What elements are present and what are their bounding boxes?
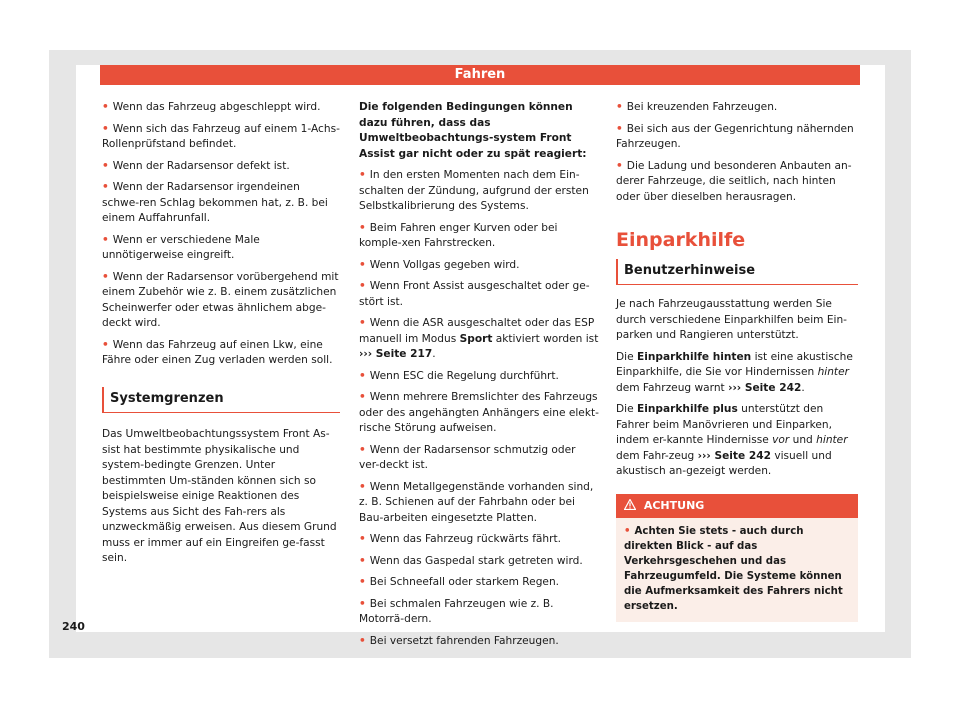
list-item: • Bei Schneefall oder starkem Regen. <box>359 575 599 591</box>
list-item: • Bei versetzt fahrenden Fahrzeugen. <box>359 634 599 650</box>
list-item: • Beim Fahren enger Kurven oder bei komple-xen Fahrstrecken. <box>359 221 599 252</box>
text-run: . <box>801 381 805 394</box>
text-run: Die <box>616 350 634 363</box>
list-item: • Wenn der Radarsensor vorübergehend mit einem Zubehör wie z. B. einem zusätzlichen Scheinwerfer oder etwas ähnlichem abge-deckt wird. <box>102 270 340 332</box>
text-run: Die <box>616 403 634 415</box>
page-reference-link[interactable]: ››› Seite 242 <box>728 381 802 394</box>
paragraph <box>616 402 858 480</box>
list-item: • Bei schmalen Fahrzeugen wie z. B. Motorrä-dern. <box>359 597 599 628</box>
paragraph: Je nach Fahrzeugausstattung werden Sie durch verschiedene Einparkhilfen beim Ein-parken und Rangieren unterstützt. <box>616 298 848 341</box>
list-item: • Wenn das Fahrzeug rückwärts fährt. <box>359 532 599 548</box>
text-run: dem Fahrzeug warnt <box>616 381 725 394</box>
page-reference-link[interactable]: ››› Seite 217 <box>359 348 433 360</box>
subheading-benutzerhinweise: Benutzerhinweise <box>616 259 858 286</box>
list-item: • Wenn der Radarsensor defekt ist. <box>102 159 340 175</box>
warning-text: • Achten Sie stets - auch durch direkten Blick - auf das Verkehrsgeschehen und das Fahrzeugumfeld. Die Systeme können die Aufmerksamkeit des Fahrers nicht ersetzen. <box>616 518 858 622</box>
list-item: • Wenn sich das Fahrzeug auf einem 1-Achs-Rollenprüfstand befindet. <box>102 122 340 153</box>
text-run: unterstützt den Fahrer beim Manövrieren und Einparken, indem er-kannte Hindernisse <box>616 403 832 446</box>
sport-mode-label: Sport <box>459 332 493 345</box>
section-title-einparkhilfe: Einparkhilfe <box>616 229 746 251</box>
list-item: • Wenn der Radarsensor schmutzig oder ver-deckt ist. <box>359 443 599 474</box>
asr-text-2: aktiviert worden ist <box>495 332 599 345</box>
list-item: • Bei kreuzenden Fahrzeugen. <box>616 100 858 116</box>
list-item: • Wenn er verschiedene Male unnötigerweise eingreift. <box>102 233 340 264</box>
paragraph <box>616 350 858 397</box>
list-item: • Wenn das Gaspedal stark getreten wird. <box>359 554 599 570</box>
column-3 <box>616 100 858 622</box>
list-item: • Wenn das Fahrzeug abgeschleppt wird. <box>102 100 340 116</box>
paragraph: Das Umweltbeobachtungssystem Front As-sist hat bestimmte physikalische und system-bedingte Grenzen. Unter bestimmten Um-ständen können sich so beispielsweise einige Reaktionen des Systems aus Sicht des Fah-rers als unzweckmäßig erweisen. Aus diesem Grund muss er immer auf ein Eingreifen ge-fasst sein. <box>102 428 337 564</box>
asr-end: . <box>432 348 436 360</box>
list-item: • Wenn das Fahrzeug auf einen Lkw, eine Fähre oder einen Zug verladen werden soll. <box>102 338 340 369</box>
text-run: visuell und akustisch an-gezeigt werden. <box>616 449 832 477</box>
page-reference-link[interactable]: ››› Seite 242 <box>697 449 771 462</box>
column-1 <box>102 100 340 573</box>
list-item: • Wenn Vollgas gegeben wird. <box>359 258 599 274</box>
list-item: • In den ersten Momenten nach dem Ein-schalten der Zündung, aufgrund der ersten Selbstkalibrierung des Systems. <box>359 168 599 215</box>
list-item: • Bei sich aus der Gegenrichtung nähernden Fahrzeugen. <box>616 122 858 153</box>
column-2 <box>359 100 599 655</box>
page-number: 240 <box>62 620 85 633</box>
list-item: • Wenn mehrere Bremslichter des Fahrzeugs oder des angehängten Anhängers eine elekt-rische Störung aufweisen. <box>359 390 599 437</box>
text-run: und <box>792 434 813 446</box>
list-item: • Wenn Front Assist ausgeschaltet oder ge-stört ist. <box>359 279 599 310</box>
subheading-systemgrenzen: Systemgrenzen <box>102 387 340 414</box>
list-item <box>359 316 599 363</box>
text-run: vor <box>772 434 790 446</box>
term-einparkhilfe-hinten: Einparkhilfe hinten <box>637 350 752 363</box>
warning-box <box>616 494 858 622</box>
text-run: hinter <box>816 434 848 446</box>
list-item: • Wenn Metallgegenstände vorhanden sind, z. B. Schienen auf der Fahrbahn oder bei Bau-arbeiten eingesetzte Platten. <box>359 480 599 527</box>
text-run: hinter <box>817 366 849 378</box>
text-run: dem Fahr-zeug <box>616 449 695 462</box>
warning-header <box>616 494 858 518</box>
text-run: ist eine akustische Einparkhilfe, die Sie vor Hindernissen <box>616 350 853 378</box>
warning-triangle-icon <box>624 499 644 512</box>
conditions-intro: Die folgenden Bedingungen können dazu führen, dass das Umweltbeobachtungs-system Front Assist gar nicht oder zu spät reagiert: <box>359 101 587 160</box>
warning-title: ACHTUNG <box>643 498 705 512</box>
asr-text: Wenn die ASR ausgeschaltet oder das ESP manuell im Modus <box>359 317 595 345</box>
term-einparkhilfe-plus: Einparkhilfe plus <box>637 403 738 415</box>
list-item: • Wenn ESC die Regelung durchführt. <box>359 369 599 385</box>
list-item: • Die Ladung und besonderen Anbauten an-derer Fahrzeuge, die seitlich, nach hinten oder über dieselben herausragen. <box>616 159 858 206</box>
page-header: Fahren <box>100 65 860 85</box>
list-item: • Wenn der Radarsensor irgendeinen schwe-ren Schlag bekommen hat, z. B. bei einem Auffahrunfall. <box>102 180 340 227</box>
